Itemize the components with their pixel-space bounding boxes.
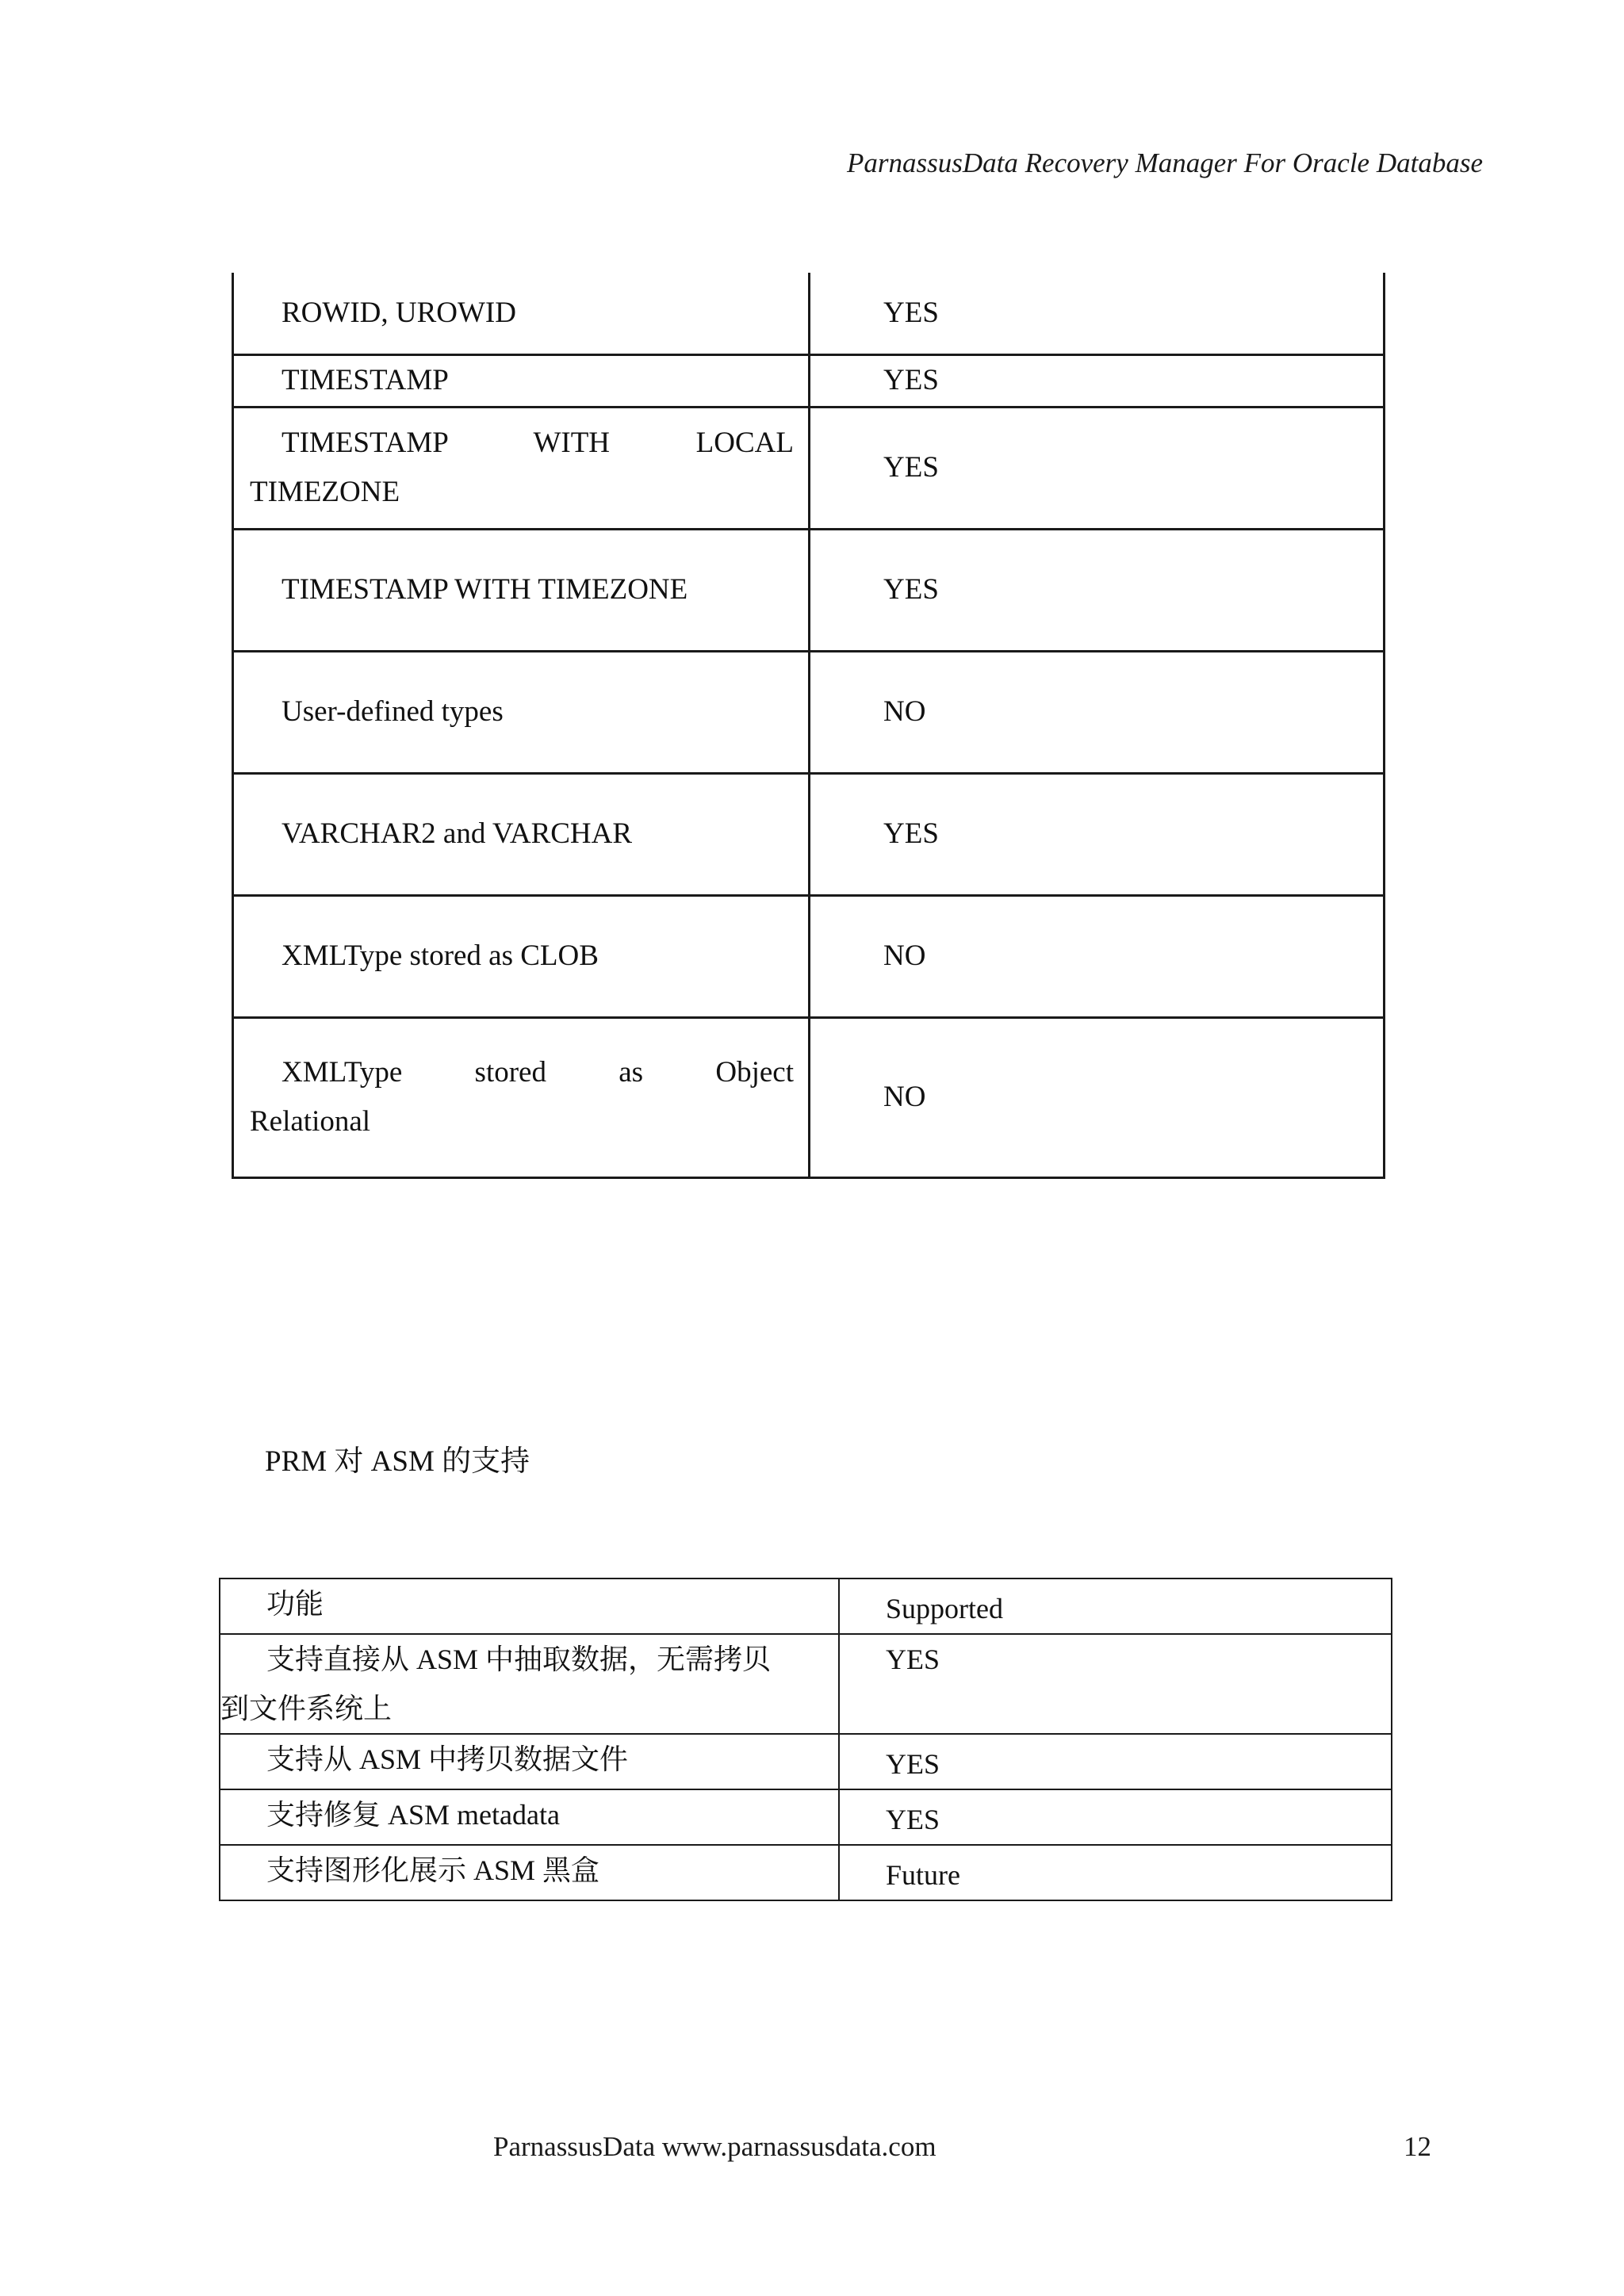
asm-support-table	[219, 1578, 1392, 1901]
datatype-cell: XMLType stored as CLOB	[282, 939, 599, 972]
datatype-cell-line2: Relational	[250, 1105, 371, 1138]
support-cell: YES	[886, 1748, 940, 1780]
table-row	[233, 651, 1385, 773]
support-cell: YES	[810, 407, 1385, 529]
datatype-cell-line1: TIMESTAMP WITH LOCAL	[282, 427, 794, 459]
datatype-cell: ROWID, UROWID	[282, 296, 516, 329]
feature-cell-line2: 到文件系统上	[220, 1693, 393, 1724]
support-cell: YES	[810, 529, 1385, 651]
feature-cell: 支持修复 ASM metadata	[220, 1789, 839, 1845]
support-cell: NO	[810, 651, 1385, 773]
support-cell: YES	[810, 354, 1385, 407]
table-row	[220, 1845, 1392, 1900]
table-row	[220, 1734, 1392, 1789]
table-row	[220, 1634, 1392, 1734]
feature-cell: 支持从 ASM 中拷贝数据文件	[220, 1734, 839, 1789]
table-row	[220, 1789, 1392, 1845]
page-number: 12	[1404, 2131, 1431, 2162]
page-header: ParnassusData Recovery Manager For Oracle Database	[847, 147, 1483, 178]
support-cell: YES	[810, 273, 1385, 354]
header-cell-feature: 功能	[220, 1578, 839, 1634]
table-row	[233, 273, 1385, 354]
datatype-cell: TIMESTAMP	[282, 364, 449, 396]
datatype-cell-line1: XMLType stored as Object	[282, 1056, 794, 1089]
footer-text: ParnassusData www.parnassusdata.com	[493, 2131, 936, 2162]
support-cell: Future	[886, 1859, 960, 1891]
table-header-row	[220, 1578, 1392, 1634]
feature-cell-line1: 支持直接从 ASM 中抽取数据，无需拷贝	[266, 1644, 772, 1675]
table-row	[233, 1017, 1385, 1177]
datatype-cell: User-defined types	[282, 695, 504, 728]
section-title: PRM 对 ASM 的支持	[265, 1445, 530, 1478]
datatype-support-table	[232, 273, 1385, 1179]
table-row	[233, 773, 1385, 895]
support-cell: YES	[810, 773, 1385, 895]
table-row	[233, 895, 1385, 1017]
datatype-cell: TIMESTAMP WITH TIMEZONE	[282, 573, 688, 606]
table-row	[233, 407, 1385, 529]
datatype-cell-line2: TIMEZONE	[250, 476, 400, 508]
feature-cell: 支持图形化展示 ASM 黑盒	[220, 1845, 839, 1900]
support-cell: YES	[886, 1804, 940, 1835]
support-cell: NO	[810, 895, 1385, 1017]
header-cell-supported: Supported	[886, 1593, 1003, 1624]
support-cell: NO	[810, 1017, 1385, 1177]
table-row	[233, 529, 1385, 651]
datatype-cell: VARCHAR2 and VARCHAR	[282, 817, 633, 850]
table-row	[233, 354, 1385, 407]
support-cell: YES	[886, 1644, 940, 1675]
